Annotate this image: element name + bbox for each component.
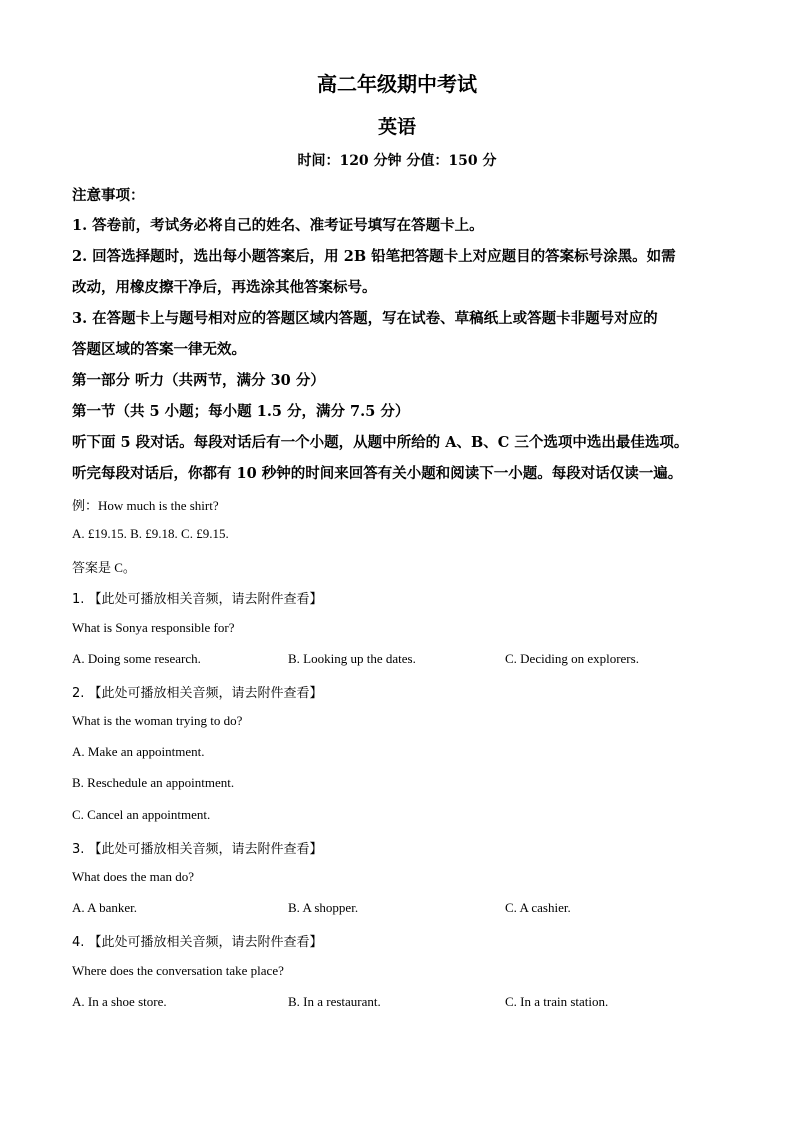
- part1-heading: 第一部分 听力（共两节，满分 30 分）: [72, 372, 325, 389]
- subject-title: 英语: [377, 116, 416, 138]
- example-answer: 答案是 C。: [72, 560, 136, 575]
- question-2-option-b: B. Reschedule an appointment.: [72, 775, 235, 790]
- instruction-line-1: 听下面 5 段对话。每段对话后有一个小题，从题中所给的 A、B、C 三个选项中选出最佳选项。: [72, 434, 689, 451]
- question-3-header: [72, 838, 323, 857]
- section1-heading: 第一节（共 5 小题；每小题 1.5 分，满分 7.5 分）: [72, 403, 410, 420]
- question-number: 4.: [72, 935, 85, 950]
- question-4-option-a: A. In a shoe store.: [72, 994, 167, 1009]
- example-options: A. £19.15. B. £9.18. C. £9.15.: [72, 526, 229, 541]
- question-1-option-c: C. Deciding on explorers.: [505, 651, 639, 666]
- question-number: 2.: [72, 686, 85, 701]
- audio-note[interactable]: 【此处可播放相关音频，请去附件查看】: [88, 935, 323, 950]
- question-1-header: [72, 588, 323, 607]
- exam-meta: 时间：120 分钟 分值：150 分: [297, 153, 497, 169]
- instruction-line-2: 听完每段对话后，你都有 10 秒钟的时间来回答有关小题和阅读下一小题。每段对话仅读一遍。: [72, 465, 683, 482]
- question-number: 1.: [72, 592, 85, 607]
- question-2-option-a: A. Make an appointment.: [72, 744, 205, 759]
- audio-note[interactable]: 【此处可播放相关音频，请去附件查看】: [88, 592, 323, 607]
- question-3-option-b: B. A shopper.: [288, 900, 359, 915]
- question-3-text: What does the man do?: [72, 869, 195, 884]
- question-2-option-c: C. Cancel an appointment.: [72, 807, 211, 822]
- question-3-option-a: A. A banker.: [72, 900, 137, 915]
- question-4-text: Where does the conversation take place?: [72, 963, 284, 978]
- question-4-option-c: C. In a train station.: [505, 994, 609, 1009]
- notes-heading: 注意事项：: [72, 187, 145, 204]
- question-4-header: [72, 931, 323, 950]
- audio-note[interactable]: 【此处可播放相关音频，请去附件查看】: [88, 842, 323, 857]
- note-item-2-line-2: 改动，用橡皮擦干净后，再选涂其他答案标号。: [72, 279, 377, 296]
- audio-note[interactable]: 【此处可播放相关音频，请去附件查看】: [88, 686, 323, 701]
- question-1-option-a: A. Doing some research.: [72, 651, 201, 666]
- question-2-text: What is the woman trying to do?: [72, 713, 243, 728]
- note-item-3-line-1: 3. 在答题卡上与题号相对应的答题区域内答题，写在试卷、草稿纸上或答题卡非题号对应的: [72, 310, 658, 327]
- note-item-2-line-1: 2. 回答选择题时，选出每小题答案后，用 2B 铅笔把答题卡上对应题目的答案标号涂黑。如需: [72, 248, 676, 265]
- note-item-3-line-2: 答题区域的答案一律无效。: [72, 341, 246, 358]
- question-number: 3.: [72, 842, 85, 857]
- question-1-option-b: B. Looking up the dates.: [288, 651, 416, 666]
- question-1-text: What is Sonya responsible for?: [72, 620, 235, 635]
- example-question: 例：How much is the shirt?: [72, 498, 219, 513]
- question-3-option-c: C. A cashier.: [505, 900, 571, 915]
- exam-title: 高二年级期中考试: [317, 72, 477, 96]
- note-item-1: 1. 答卷前，考试务必将自己的姓名、准考证号填写在答题卡上。: [72, 217, 484, 234]
- question-4-option-b: B. In a restaurant.: [288, 994, 381, 1009]
- question-2-header: [72, 682, 323, 701]
